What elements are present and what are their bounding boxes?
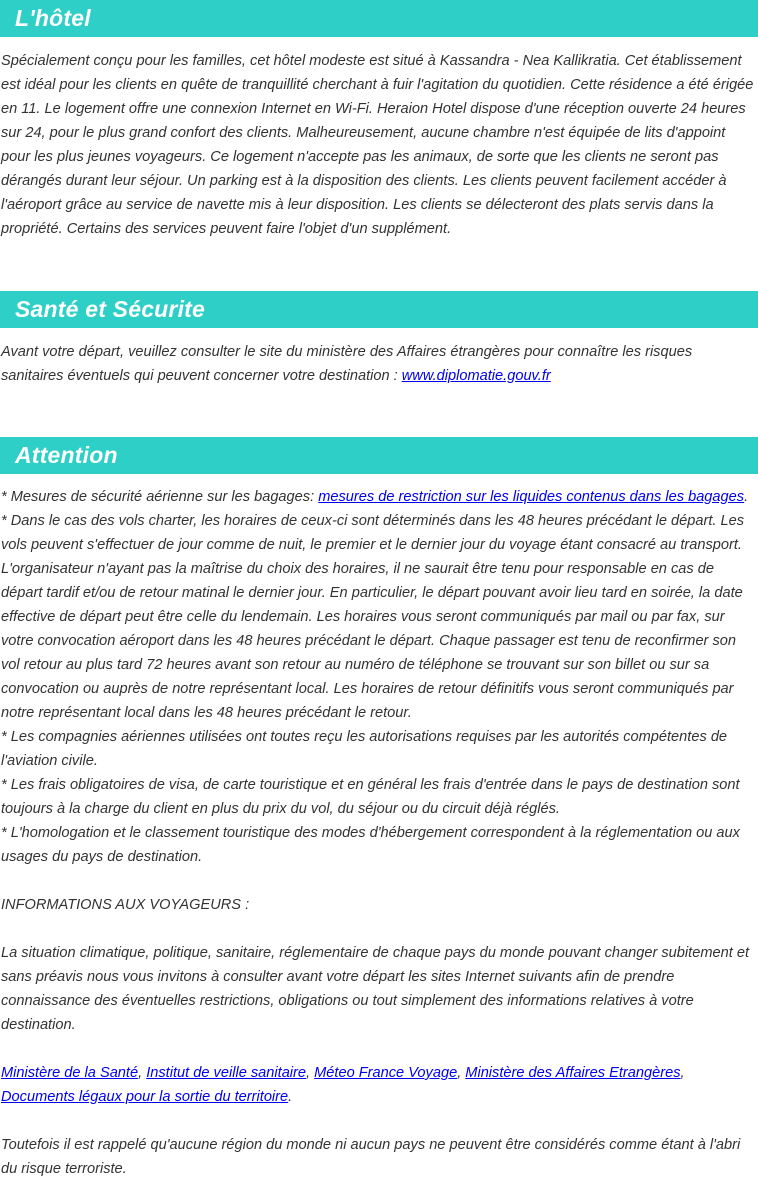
spacer xyxy=(1,1037,758,1061)
liquids-restriction-link[interactable]: mesures de restriction sur les liquides contenus dans les bagages xyxy=(318,489,745,505)
ministere-sante-link[interactable]: Ministère de la Santé xyxy=(1,1065,139,1081)
links-end: . xyxy=(288,1089,293,1105)
attention-content xyxy=(0,485,758,1181)
spacer xyxy=(1,869,758,893)
bullet-visa: * Les frais obligatoires de visa, de carte touristique et en général les frais d'entrée dans le pays de destination sont toujours à la charge du client en plus du prix du vol, du séjour ou du circuit déjà réglés. xyxy=(1,777,740,817)
veille-sanitaire-link[interactable]: Institut de veille sanitaire xyxy=(146,1065,307,1081)
info-text: La situation climatique, politique, sanitaire, réglementaire de chaque pays du monde pouvant changer subitement et sans préavis nous vous invitons à consulter avant votre départ les sites Internet suivants afin de prendre connaissance des éventuelles restrictions, obligations ou tout simplement des informations relatives à votre destination. xyxy=(1,945,749,1033)
spacer xyxy=(1,1109,758,1133)
terror-text: Toutefois il est rappelé qu'aucune région du monde ni aucun pays ne peuvent être considérés comme étant à l'abri du risque terroriste. xyxy=(1,1137,741,1177)
info-heading: INFORMATIONS AUX VOYAGEURS : xyxy=(1,897,250,913)
bullet-charter: * Dans le cas des vols charter, les horaires de ceux-ci sont déterminés dans les 48 heures précédant le départ. Les vols peuvent s'effectuer de jour comme de nuit, le premier et le dernier jour du voyage étant consacré au transport. L'organisateur n'ayant pas la maîtrise du choix des horaires, il ne saurait être tenu pour responsable en cas de départ tardif et/ou de retour matinal le dernier jour. En particulier, le départ pouvant avoir lieu tard en soirée, la date effective de départ peut être celle du lendemain. Les horaires vous seront communiqués par mail ou par fax, sur votre convocation aéroport dans les 48 heures précédant le départ. Chaque passager est tenu de reconfirmer son vol retour au plus tard 72 heures avant son retour au numéro de téléphone se trouvant sur son billet ou sur sa convocation ou auprès de notre représentant local. Les horaires de retour définitifs vous seront communiqués par notre représentant local dans les 48 heures précédant le retour. xyxy=(1,513,745,721)
health-section-header xyxy=(0,291,758,328)
attention-section-header xyxy=(0,437,758,474)
hotel-section-header xyxy=(0,0,758,37)
link-separator: , xyxy=(306,1065,315,1081)
hotel-section-title: L'hôtel xyxy=(15,5,91,31)
health-text: Avant votre départ, veuillez consulter le site du ministère des Affaires étrangères pour connaître les risques sanitaires éventuels qui peuvent concerner votre destination : xyxy=(1,344,693,384)
health-section-title: Santé et Sécurite xyxy=(15,296,206,322)
bullet-baggage xyxy=(1,485,758,509)
attention-section-title: Attention xyxy=(15,442,118,468)
bullet-airlines: * Les compagnies aériennes utilisées ont toutes reçu les autorisations requises par les autorités compétentes de l'aviation civile. xyxy=(1,729,728,769)
bullet-homologation: * L'homologation et le classement touristique des modes d'hébergement correspondent à la réglementation ou aux usages du pays de destination. xyxy=(1,825,740,865)
diplomatie-link[interactable]: www.diplomatie.gouv.fr xyxy=(401,368,551,384)
documents-legaux-link[interactable]: Documents légaux pour la sortie du territoire xyxy=(1,1089,289,1105)
affaires-etrangeres-link[interactable]: Ministère des Affaires Etrangères xyxy=(465,1065,681,1081)
hotel-description: Spécialement conçu pour les familles, cet hôtel modeste est situé à Kassandra - Nea Kallikratia. Cet établissement est idéal pour les clients en quête de tranquillité cherchant à fuir l'agitation du quotidien. Cette résidence a été érigée en 11. Le logement offre une connexion Internet en Wi-Fi. Heraion Hotel dispose d'une réception ouverte 24 heures sur 24, pour le plus grand confort des clients. Malheureusement, aucune chambre n'est équipée de lits d'appoint pour les plus jeunes voyageurs. Ce logement n'accepte pas les animaux, de sorte que les clients ne seront pas dérangés durant leur séjour. Un parking est à la disposition des clients. Les clients peuvent facilement accéder à l'aéroport grâce au service de navette mis à leur disposition. Les clients se délecteront des plats servis dans la propriété. Certains des services peuvent faire l'objet d'un supplément. xyxy=(1,53,754,237)
bullet-baggage-end: . xyxy=(744,489,749,505)
link-separator: , xyxy=(680,1065,685,1081)
bullet-baggage-text: * Mesures de sécurité aérienne sur les bagages: xyxy=(1,489,319,505)
spacer xyxy=(1,917,758,941)
link-separator: , xyxy=(457,1065,466,1081)
health-paragraph xyxy=(0,340,758,388)
meteo-france-link[interactable]: Méteo France Voyage xyxy=(314,1065,458,1081)
info-links xyxy=(1,1061,758,1109)
link-separator: , xyxy=(138,1065,147,1081)
